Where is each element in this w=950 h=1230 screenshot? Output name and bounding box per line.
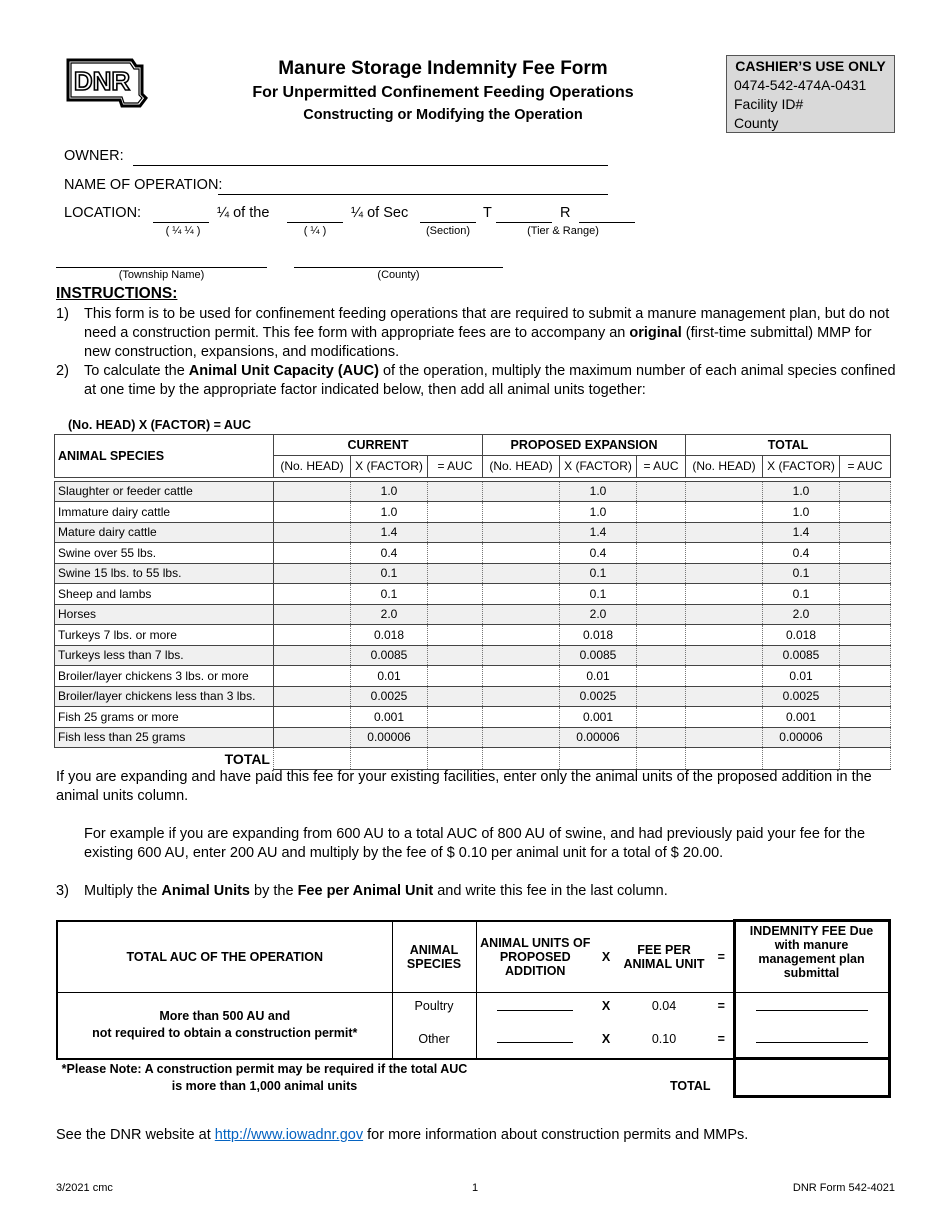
animal-row [55,686,891,707]
head-count-input[interactable] [686,522,763,543]
page-title: Manure Storage Indemnity Fee Form [278,58,608,79]
example-note: For example if you are expanding from 600 AU to a total AUC of 800 AU of swine, and had previously paid your fee for the existing 600 AU, enter 200 AU and multiply by the fee of $ 0.10 per animal unit for a total of $ 20.00. [84,826,866,861]
fee-total-input[interactable] [734,1059,889,1097]
other-units-input[interactable] [497,1031,573,1043]
auc-input[interactable] [428,625,483,646]
auc-input[interactable] [637,563,686,584]
head-count-input[interactable] [483,645,560,666]
factor-value: 0.1 [351,584,428,605]
animal-species: Fish 25 grams or more [55,707,274,728]
auc-input[interactable] [637,502,686,523]
units-header: ANIMAL UNITS OF PROPOSED ADDITION [476,921,594,993]
website-line: See the DNR website at http://www.iowadnr.gov for more information about construction permits and MMPs. [56,1127,749,1143]
factor-value: 1.4 [763,522,840,543]
cashier-county: County [734,115,779,131]
factor-value: 0.0085 [351,645,428,666]
q-field[interactable] [287,222,343,223]
head-count-input[interactable] [483,502,560,523]
auc-input[interactable] [428,481,483,502]
animal-row [55,563,891,584]
poultry-x: X [601,999,611,1014]
factor-value: 2.0 [560,604,637,625]
other-fee: 0.10 [618,1020,710,1059]
auc-input[interactable] [428,686,483,707]
other-species: Other [392,1020,476,1059]
total-input[interactable] [686,748,763,770]
factor-value: 0.00006 [560,727,637,748]
construction-permit-note: *Please Note: A construction permit may be required if the total AUC is more than 1,000 animal units [61,1062,468,1093]
auc-input[interactable] [840,604,891,625]
auc-input[interactable] [428,502,483,523]
operation-label: NAME OF OPERATION: [64,177,223,193]
animal-species: Broiler/layer chickens 3 lbs. or more [55,666,274,687]
page-subtitle-2: Constructing or Modifying the Operation [303,107,583,123]
head-count-input[interactable] [483,563,560,584]
total-input[interactable] [483,748,560,770]
head-count-input[interactable] [686,727,763,748]
head-count-input[interactable] [483,522,560,543]
head-count-input[interactable] [686,584,763,605]
factor-value: 0.4 [763,543,840,564]
factor-value: 0.00006 [763,727,840,748]
q-sub-label: ( ¼ ) [303,225,327,237]
expanding-note: If you are expanding and have paid this fee for your existing facilities, enter only the animal units of the proposed addition in the animal units column. [56,769,872,804]
subheader-head: (No. HEAD) [274,455,351,477]
x-header: X [594,921,618,993]
footer-date: 3/2021 cmc [56,1182,113,1194]
auc-input[interactable] [428,707,483,728]
qq-sub-label: ( ¼ ¼ ) [165,225,201,237]
subheader-factor: X (FACTOR) [560,455,637,477]
instruction-1-number: 1) [56,306,69,322]
factor-value: 1.0 [351,502,428,523]
auc-input[interactable] [428,604,483,625]
tier-sub-label: (Tier & Range) [527,225,599,237]
auc-input[interactable] [840,522,891,543]
subheader-auc: = AUC [840,455,891,477]
owner-label: OWNER: [64,148,124,164]
animal-total-label: TOTAL [224,750,270,767]
auc-input[interactable] [840,727,891,748]
other-eq: = [710,1020,734,1059]
total-input[interactable] [840,748,891,770]
r-label: R [560,205,571,221]
head-count-input[interactable] [274,625,351,646]
animal-row [55,727,891,748]
factor-value: 0.01 [351,666,428,687]
subheader-head: (No. HEAD) [686,455,763,477]
factor-value: 0.00006 [351,727,428,748]
auc-input[interactable] [637,645,686,666]
factor-value: 0.001 [351,707,428,728]
location-label: LOCATION: [64,205,142,221]
other-fee-input[interactable] [756,1031,868,1043]
auc-input[interactable] [428,543,483,564]
auc-input[interactable] [840,563,891,584]
auc-input[interactable] [637,604,686,625]
auc-input[interactable] [840,502,891,523]
animal-species: Sheep and lambs [55,584,274,605]
head-count-input[interactable] [483,686,560,707]
other-x: X [594,1020,618,1059]
head-count-input[interactable] [686,707,763,728]
footer-form-number: DNR Form 542-4021 [792,1182,895,1194]
animal-species: Immature dairy cattle [55,502,274,523]
instruction-3: Multiply the Animal Units by the Fee per Animal Unit and write this fee in the last column. [84,883,668,899]
animal-row [55,645,891,666]
head-count-input[interactable] [686,666,763,687]
page-subtitle: For Unpermitted Confinement Feeding Operations [252,84,634,101]
head-count-input[interactable] [483,625,560,646]
subheader-factor: X (FACTOR) [351,455,428,477]
factor-value: 1.0 [351,481,428,502]
factor-value: 0.018 [560,625,637,646]
factor-value: 1.4 [351,522,428,543]
auc-input[interactable] [428,584,483,605]
footer-page-number: 1 [471,1182,479,1194]
owner-field[interactable] [133,165,608,166]
factor-value: 0.018 [763,625,840,646]
animal-row [55,707,891,728]
head-count-input[interactable] [686,543,763,564]
total-header: TOTAL [686,435,891,456]
animal-species: Swine over 55 lbs. [55,543,274,564]
head-count-input[interactable] [274,584,351,605]
cashier-facility-id: Facility ID# [734,96,804,112]
factor-value: 0.0025 [560,686,637,707]
factor-value: 1.0 [763,481,840,502]
factor-value: 0.0085 [763,645,840,666]
animal-row [55,604,891,625]
township-field[interactable] [56,267,267,268]
head-count-input[interactable] [686,604,763,625]
auc-input[interactable] [637,481,686,502]
dnr-website-link[interactable]: http://www.iowadnr.gov [214,1127,364,1143]
quarter-of-the-label: ¼ of the [217,205,270,221]
poultry-fee: 0.04 [651,999,677,1014]
quarter-of-sec-label: ¼ of Sec [351,205,409,221]
animal-row [55,584,891,605]
animal-species: Swine 15 lbs. to 55 lbs. [55,563,274,584]
head-count-input[interactable] [274,686,351,707]
factor-value: 0.4 [560,543,637,564]
auc-input[interactable] [637,522,686,543]
instruction-3-number: 3) [56,883,69,899]
county-field[interactable] [294,267,503,268]
head-count-input[interactable] [274,666,351,687]
species-header: ANIMAL SPECIES [55,435,274,478]
auc-input[interactable] [637,727,686,748]
factor-value: 1.0 [763,502,840,523]
factor-value: 0.01 [763,666,840,687]
fee-total-label: TOTAL [669,1079,711,1093]
head-count-input[interactable] [274,707,351,728]
poultry-fee-input[interactable] [756,999,868,1011]
species-header: ANIMAL SPECIES [392,921,476,993]
auc-input[interactable] [840,543,891,564]
head-count-input[interactable] [274,543,351,564]
factor-value: 2.0 [763,604,840,625]
animal-row [55,522,891,543]
instructions-heading: INSTRUCTIONS: [56,285,178,302]
head-count-input[interactable] [686,625,763,646]
criteria-line-2: not required to obtain a construction permit* [92,1026,358,1041]
auc-formula: (No. HEAD) X (FACTOR) = AUC [68,418,251,432]
county-sub-label: (County) [377,269,420,281]
animal-species: Turkeys less than 7 lbs. [55,645,274,666]
factor-value: 0.0085 [560,645,637,666]
animal-species: Turkeys 7 lbs. or more [55,625,274,646]
factor-value: 0.018 [351,625,428,646]
section-sub-label: (Section) [425,225,471,237]
indemnity-fee-table [56,919,891,1098]
total-input[interactable] [274,748,351,770]
factor-value: 0.0025 [763,686,840,707]
head-count-input[interactable] [686,502,763,523]
factor-value: 0.1 [351,563,428,584]
head-count-input[interactable] [483,604,560,625]
animal-row [55,543,891,564]
animal-species: Horses [55,604,274,625]
head-count-input[interactable] [483,666,560,687]
criteria-line-1: More than 500 AU and [159,1009,291,1024]
subheader-auc: = AUC [428,455,483,477]
t-field[interactable] [496,222,552,223]
total-input[interactable] [428,748,483,770]
criteria-cell [57,993,392,1059]
factor-value: 0.01 [560,666,637,687]
r-field[interactable] [579,222,635,223]
fee-header: FEE PER ANIMAL UNIT [618,921,710,993]
section-field[interactable] [420,222,476,223]
subheader-auc: = AUC [637,455,686,477]
auc-input[interactable] [840,645,891,666]
factor-value: 0.1 [560,584,637,605]
township-sub-label: (Township Name) [118,269,205,281]
head-count-input[interactable] [274,727,351,748]
t-label: T [483,205,492,221]
animal-species: Mature dairy cattle [55,522,274,543]
cashier-box [726,55,895,133]
head-count-input[interactable] [686,645,763,666]
total-input[interactable] [637,748,686,770]
instruction-1: This form is to be used for confinement feeding operations that are required to submit a manure management plan, but do not need a construction permit. This fee form with appropriate fees are to accompany an original (first-time submittal) MMP for new construction, expansions, and modifications. [84,306,890,360]
total-input[interactable] [763,748,840,770]
auc-input[interactable] [840,666,891,687]
head-count-input[interactable] [274,563,351,584]
auc-input[interactable] [840,707,891,728]
factor-value: 0.1 [763,584,840,605]
poultry-species: Poultry [392,993,476,1020]
factor-value: 1.0 [560,481,637,502]
head-count-input[interactable] [483,584,560,605]
auc-input[interactable] [637,543,686,564]
auc-input[interactable] [637,625,686,646]
head-count-input[interactable] [274,645,351,666]
factor-value: 0.1 [560,563,637,584]
poultry-units-input[interactable] [497,999,573,1011]
auc-input[interactable] [840,481,891,502]
auc-input[interactable] [428,666,483,687]
animal-species: Broiler/layer chickens less than 3 lbs. [55,686,274,707]
head-count-input[interactable] [686,563,763,584]
factor-value: 1.0 [560,502,637,523]
animal-row [55,481,891,502]
logo-text: DNR [73,66,131,96]
animal-species: Slaughter or feeder cattle [55,481,274,502]
cashier-code: 0474-542-474A-0431 [734,77,867,93]
animal-row [55,666,891,687]
eq-header: = [710,921,734,993]
auc-input[interactable] [840,686,891,707]
factor-value: 0.001 [560,707,637,728]
head-count-input[interactable] [483,481,560,502]
total-input[interactable] [351,748,428,770]
animal-species: Fish less than 25 grams [55,727,274,748]
auc-input[interactable] [840,625,891,646]
factor-value: 0.001 [763,707,840,728]
factor-value: 0.1 [763,563,840,584]
auc-input[interactable] [840,584,891,605]
factor-value: 2.0 [351,604,428,625]
animal-row [55,502,891,523]
auc-input[interactable] [637,584,686,605]
qq-field[interactable] [153,222,209,223]
cashier-heading: CASHIER’S USE ONLY [735,58,886,74]
head-count-input[interactable] [274,502,351,523]
auc-input[interactable] [428,727,483,748]
subheader-factor: X (FACTOR) [763,455,840,477]
auc-input[interactable] [428,522,483,543]
head-count-input[interactable] [483,707,560,728]
auc-input[interactable] [428,645,483,666]
total-auc-header: TOTAL AUC OF THE OPERATION [57,921,392,993]
head-count-input[interactable] [483,727,560,748]
auc-input[interactable] [637,707,686,728]
auc-input[interactable] [428,563,483,584]
auc-input[interactable] [637,686,686,707]
current-header: CURRENT [274,435,483,456]
indemnity-header: INDEMNITY FEE Due with manure management plan submittal [734,921,889,993]
factor-value: 0.4 [351,543,428,564]
animal-total-row [55,748,891,770]
proposed-header: PROPOSED EXPANSION [483,435,686,456]
animal-row [55,625,891,646]
operation-field[interactable] [218,194,608,195]
auc-input[interactable] [637,666,686,687]
head-count-input[interactable] [274,522,351,543]
factor-value: 0.0025 [351,686,428,707]
animal-unit-table [54,434,891,770]
head-count-input[interactable] [274,604,351,625]
dnr-logo [62,54,148,112]
head-count-input[interactable] [686,686,763,707]
total-input[interactable] [560,748,637,770]
subheader-head: (No. HEAD) [483,455,560,477]
instruction-2: To calculate the Animal Unit Capacity (AUC) of the operation, multiply the maximum number of each animal species confined at one time by the appropriate factor indicated below, then add all animal units together: [84,363,896,398]
head-count-input[interactable] [274,481,351,502]
head-count-input[interactable] [686,481,763,502]
head-count-input[interactable] [483,543,560,564]
factor-value: 1.4 [560,522,637,543]
poultry-eq: = [717,999,725,1014]
instruction-2-number: 2) [56,363,69,379]
